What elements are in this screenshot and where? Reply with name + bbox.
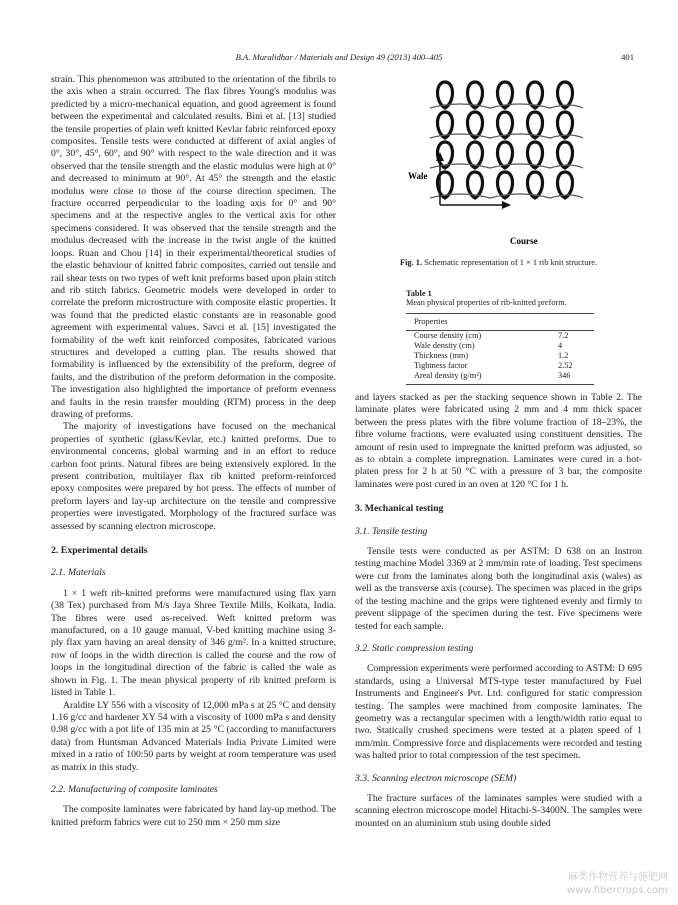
watermark-line: 麻类作物营养与施肥网 [568,872,668,883]
paragraph: The composite laminates were fabricated by hand lay-up method. The knitted preform fabrics were cut to 250 mm × 250 mm size [51,804,336,828]
section-heading: 2. Experimental details [51,545,148,557]
journal-citation: B.A. Muralidhar / Materials and Design 49 (2013) 400–405 [235,52,443,62]
paragraph: Tensile tests were conducted as per ASTM: D 638 on an Instron testing machine Model 3369 at 2 mm/min rate of loading. Test specimens were cut from the laminates along both the longitudinal axis (wales) as well as the transverse axis (course). The specimen was placed in the grips of the testing machine and the grips were tightened evenly and firmly to prevent slippage of the specimen during the test. Five specimens were tested for each sample. [355,546,642,632]
table-body [406,313,594,385]
table-cell-name: Areal density (g/m²) [406,371,558,385]
figure-number: Fig. 1. [399,258,423,267]
table-row [406,351,594,361]
table-cell-value: 7.2 [558,331,569,340]
right-column [355,392,642,830]
table-row [406,371,594,385]
table-subtitle: Mean physical properties of rib-knitted preform. [406,298,567,307]
wale-label: Wale [408,171,428,181]
page-number: 401 [621,52,634,62]
figure-caption [355,258,642,267]
table-row [406,341,594,351]
paragraph: Compression experiments were performed according to ASTM: D 695 standards, using a Universal MTS-type tester manufactured by Fuel Instruments and Engineer's Pvt. Ltd. configured for static compression testing. The samples were machined from composite laminates. The geometry was a rectangular specimen with a length/width ratio equal to two. Statically crushed specimens were tested at a platen speed of 1 mm/min. Compressive force and displacements were recorded and testing was halted prior to total compression of the test specimen. [355,663,642,762]
paragraph: The majority of investigations have focused on the mechanical properties of synthetic (glass/Kevlar, etc.) knitted preforms. Due to environmental concerns, global warming and in an effort to reduce carbon foot prints. Natural fibres are being extensively explored. In the present contribution, multilayer flax rib knitted preform-reinforced epoxy composites were prepared by hot press. The effects of number of preform layers and lay-up architecture on the tensile and compressive properties were investigated. Morphology of the fractured surface was assessed by scanning electron microscope. [51,421,336,532]
watermark-url: www.fibercrops.com [566,885,668,896]
paragraph: strain. This phenomenon was attributed to the orientation of the fibrils to the axis when a strain occurred. The flax fibres Young's modulus was predicted by a micro-mechanical equation, and good agreement is found between the experimental and calculated results. Bini et al. [13] studied the tensile properties of plain weft knitted Kevlar fabric reinforced epoxy composites. Tensile tests were conducted at different of axial angles of 0°, 30°, 45°, 60°, and 90° with respect to the wale direction and it was observed that the tensile strength and the elastic modulus were high at 0° and decreased to minimum at 90°. At 45° the strength and the elastic modulus were close to those of the course direction specimen. The fracture occurred perpendicular to the loading axis for 0° and 90° specimens and at the respective angles to the vertical axis for other specimens considered. It was observed that the tensile strength and the modulus decreased with the increase in the twist angle of the knitted loops. Ruan and Chou [14] in their experimental/theoretical studies of the elastic behaviour of knitted fabric composites, carried out tensile and rail shear tests on two types of weft knit preforms based upon plain stitch and rib stitch fabrics. Geometric models were developed in order to correlate the preform microstructure with composite elastic properties. It was found that the predicted elastic constants are in reasonable good agreement with experimental values. Savci et al. [15] investigated the formability of the weft knit reinforced composites, fabricated various structures and developed a cutting plan. The results showed that formability is influenced by the extensibility of the preform, degree of faults, and the distribution of the preform deformation in the composite. The investigation also highlighted the importance of preform evenness and faults in the resin transfer moulding (RTM) process in the deep drawing of preforms. [51,74,336,420]
site-watermark [567,871,668,897]
table-row [406,361,594,371]
table-header: Properties [406,314,594,331]
table-cell-name: Thickness (mm) [414,351,469,360]
subsection-heading: 3.3. Scanning electron microscope (SEM) [355,772,517,784]
table-cell-value: 1.2 [558,351,569,360]
properties-table [406,289,594,385]
rib-knit-figure [405,72,615,252]
paragraph: Araldite LY 556 with a viscosity of 12,000 mPa s at 25 °C and density 1.16 g/cc and hardener XY 54 with a viscosity of 1000 mPa s and density 0.98 g/cc with a pot life of 135 min at 25 °C (according to manufacturers data) from Huntsman Advanced Materials India Private Limited were mixed in a ratio of 100:50 parts by weight at room temperature was used as matrix in this study. [51,699,336,773]
rib-knit-schematic [405,72,615,252]
paragraph: The fracture surfaces of the laminates samples were studied with a scanning electron microscope model Hitachi-S-3400N. The samples were mounted on an aluminium stub using double sided [355,792,642,829]
section-heading: 3. Mechanical testing [355,503,444,515]
table-cell-value: 346 [558,371,594,385]
table-cell-name: Course density (cm) [414,331,482,340]
course-label: Course [510,236,538,246]
subsection-heading: 2.2. Manufacturing of composite laminates [51,783,218,795]
subsection-heading: 3.1. Tensile testing [355,525,428,537]
subsection-heading: 2.1. Materials [51,567,106,579]
table-cell-value: 2.52 [558,361,573,370]
table-cell-name: Wale density (cm) [414,341,475,350]
table-row [406,331,594,342]
table-cell-value: 4 [558,341,563,350]
left-column [51,74,336,829]
table-cell-name: Tightness factor [414,361,468,370]
table-title: Table 1 [406,289,432,298]
paragraph: and layers stacked as per the stacking sequence shown in Table 2. The laminate plates were fabricated using 2 mm and 4 mm thick spacer between the press plates with the fibre volume fraction of 18–23%, the fibre volume fractions, were evaluated using constituent densities. The amount of resin used to impregnate the knitted preform was adjusted, so as to obtain a complete impregnation. Laminates were cured in a hot-platen press for 2 h at 50 °C with a pressure of 3 bar, the composite laminates were post cured in an oven at 120 °C for 1 h. [355,392,642,490]
paragraph: 1 × 1 weft rib-knitted preforms were manufactured using flax yarn (38 Tex) purchased from M/s Jaya Shree Textile Mills, Kolkata, India. The fibres were used as-received. Weft knitted preform was manufactured, on a 10 gauge manual, V-bed knitting machine using 3-ply flax yarn having an areal density of 346 g/m². In a knitted structure, row of loops in the width direction is called the course and the row of loops in the longitudinal direction of the fabric is called the wale as shown in Fig. 1. The mean physical property of rib knitted preform is listed in Table 1. [51,587,336,699]
figure-caption-text: Schematic representation of 1 × 1 rib knit structure. [424,258,598,267]
subsection-heading: 3.2. Static compression testing [355,642,474,654]
